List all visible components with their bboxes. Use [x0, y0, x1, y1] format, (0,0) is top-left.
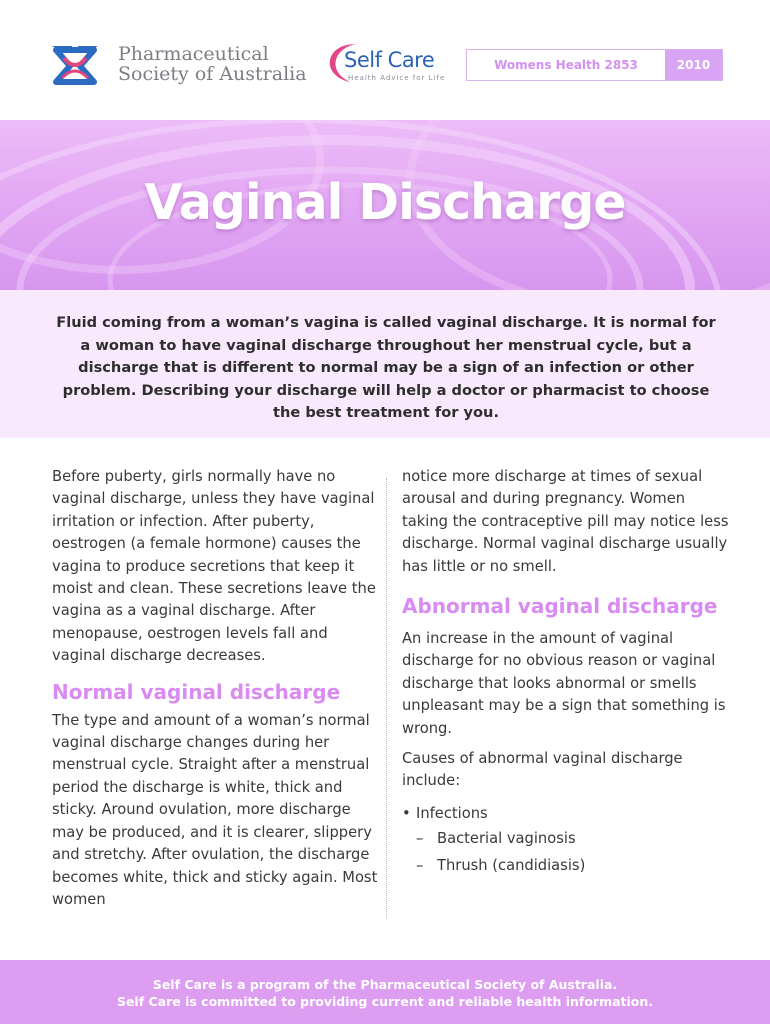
self-care-name: Self Care: [344, 48, 435, 72]
heading-normal-discharge: Normal vaginal discharge: [52, 679, 341, 704]
bullet-icon: •: [402, 804, 411, 822]
footer-bar: [0, 960, 770, 1024]
footer-line-2: Self Care is committed to providing current and reliable health information.: [116, 994, 654, 1009]
badge-label: Womens Health 2853: [467, 50, 665, 80]
left-paragraph-2: The type and amount of a woman’s normal vaginal discharge changes during her menstrual cycle. Straight after a menstrual period the discharge is white, thick and sticky. Around ovulation, more discharge may be produced, and it is clearer, slippery and stretchy. After ovulation, the discharge becomes white, thick and sticky again. Most women: [52, 711, 378, 908]
right-column: [402, 466, 732, 881]
list-item: [416, 828, 732, 850]
bullet-text: Infections: [416, 804, 488, 822]
self-care-tagline: Health Advice for Life: [348, 74, 446, 82]
sub-item-text: Thrush (candidiasis): [437, 856, 586, 874]
psa-line-1: Pharmaceutical: [118, 43, 269, 65]
intro-text: Fluid coming from a woman’s vagina is called vaginal discharge. It is normal for a woman to have vaginal discharge throughout her menstrual cycle, but a discharge that is different to normal may be a sign of an infection or other problem. Describing your discharge will help a doctor or pharmacist to choose the best treatment for you.: [56, 314, 716, 421]
series-badge: [466, 49, 723, 81]
psa-logo-icon: [50, 44, 100, 86]
footer-line-1: Self Care is a program of the Pharmaceutical Society of Australia.: [152, 977, 618, 992]
sub-item-text: Bacterial vaginosis: [437, 830, 576, 848]
dash-icon: –: [416, 856, 424, 874]
self-care-logo: [326, 40, 452, 86]
list-item: [402, 803, 732, 877]
badge-year: 2010: [665, 50, 722, 80]
psa-line-2: Society of Australia: [118, 63, 307, 85]
column-divider: [386, 478, 387, 918]
page-title: Vaginal Discharge: [144, 174, 626, 231]
list-item: [416, 855, 732, 877]
sub-list: [402, 828, 732, 877]
intro-box: [0, 290, 770, 438]
right-paragraph-2: An increase in the amount of vaginal discharge for no obvious reason or vaginal discharge that looks abnormal or smells unpleasant may be a sign that something is wrong.: [402, 630, 726, 737]
title-banner: [0, 120, 770, 290]
left-column: [52, 466, 378, 911]
causes-list: [402, 803, 732, 877]
right-paragraph-3: Causes of abnormal vaginal discharge include:: [402, 750, 683, 790]
heading-abnormal-discharge: Abnormal vaginal discharge: [402, 594, 718, 619]
dash-icon: –: [416, 830, 424, 848]
psa-wordmark: [118, 44, 307, 84]
left-paragraph-1: Before puberty, girls normally have no vaginal discharge, unless they have vaginal irritation or infection. After puberty, oestrogen (a female hormone) causes the vagina to produce secretions that keep it moist and clean. These secretions leave the vagina as a vaginal discharge. After menopause, oestrogen levels fall and vaginal discharge decreases.: [52, 468, 376, 665]
right-paragraph-1: notice more discharge at times of sexual arousal and during pregnancy. Women taking the contraceptive pill may notice less discharge. Normal vaginal discharge usually has little or no smell.: [402, 468, 729, 575]
